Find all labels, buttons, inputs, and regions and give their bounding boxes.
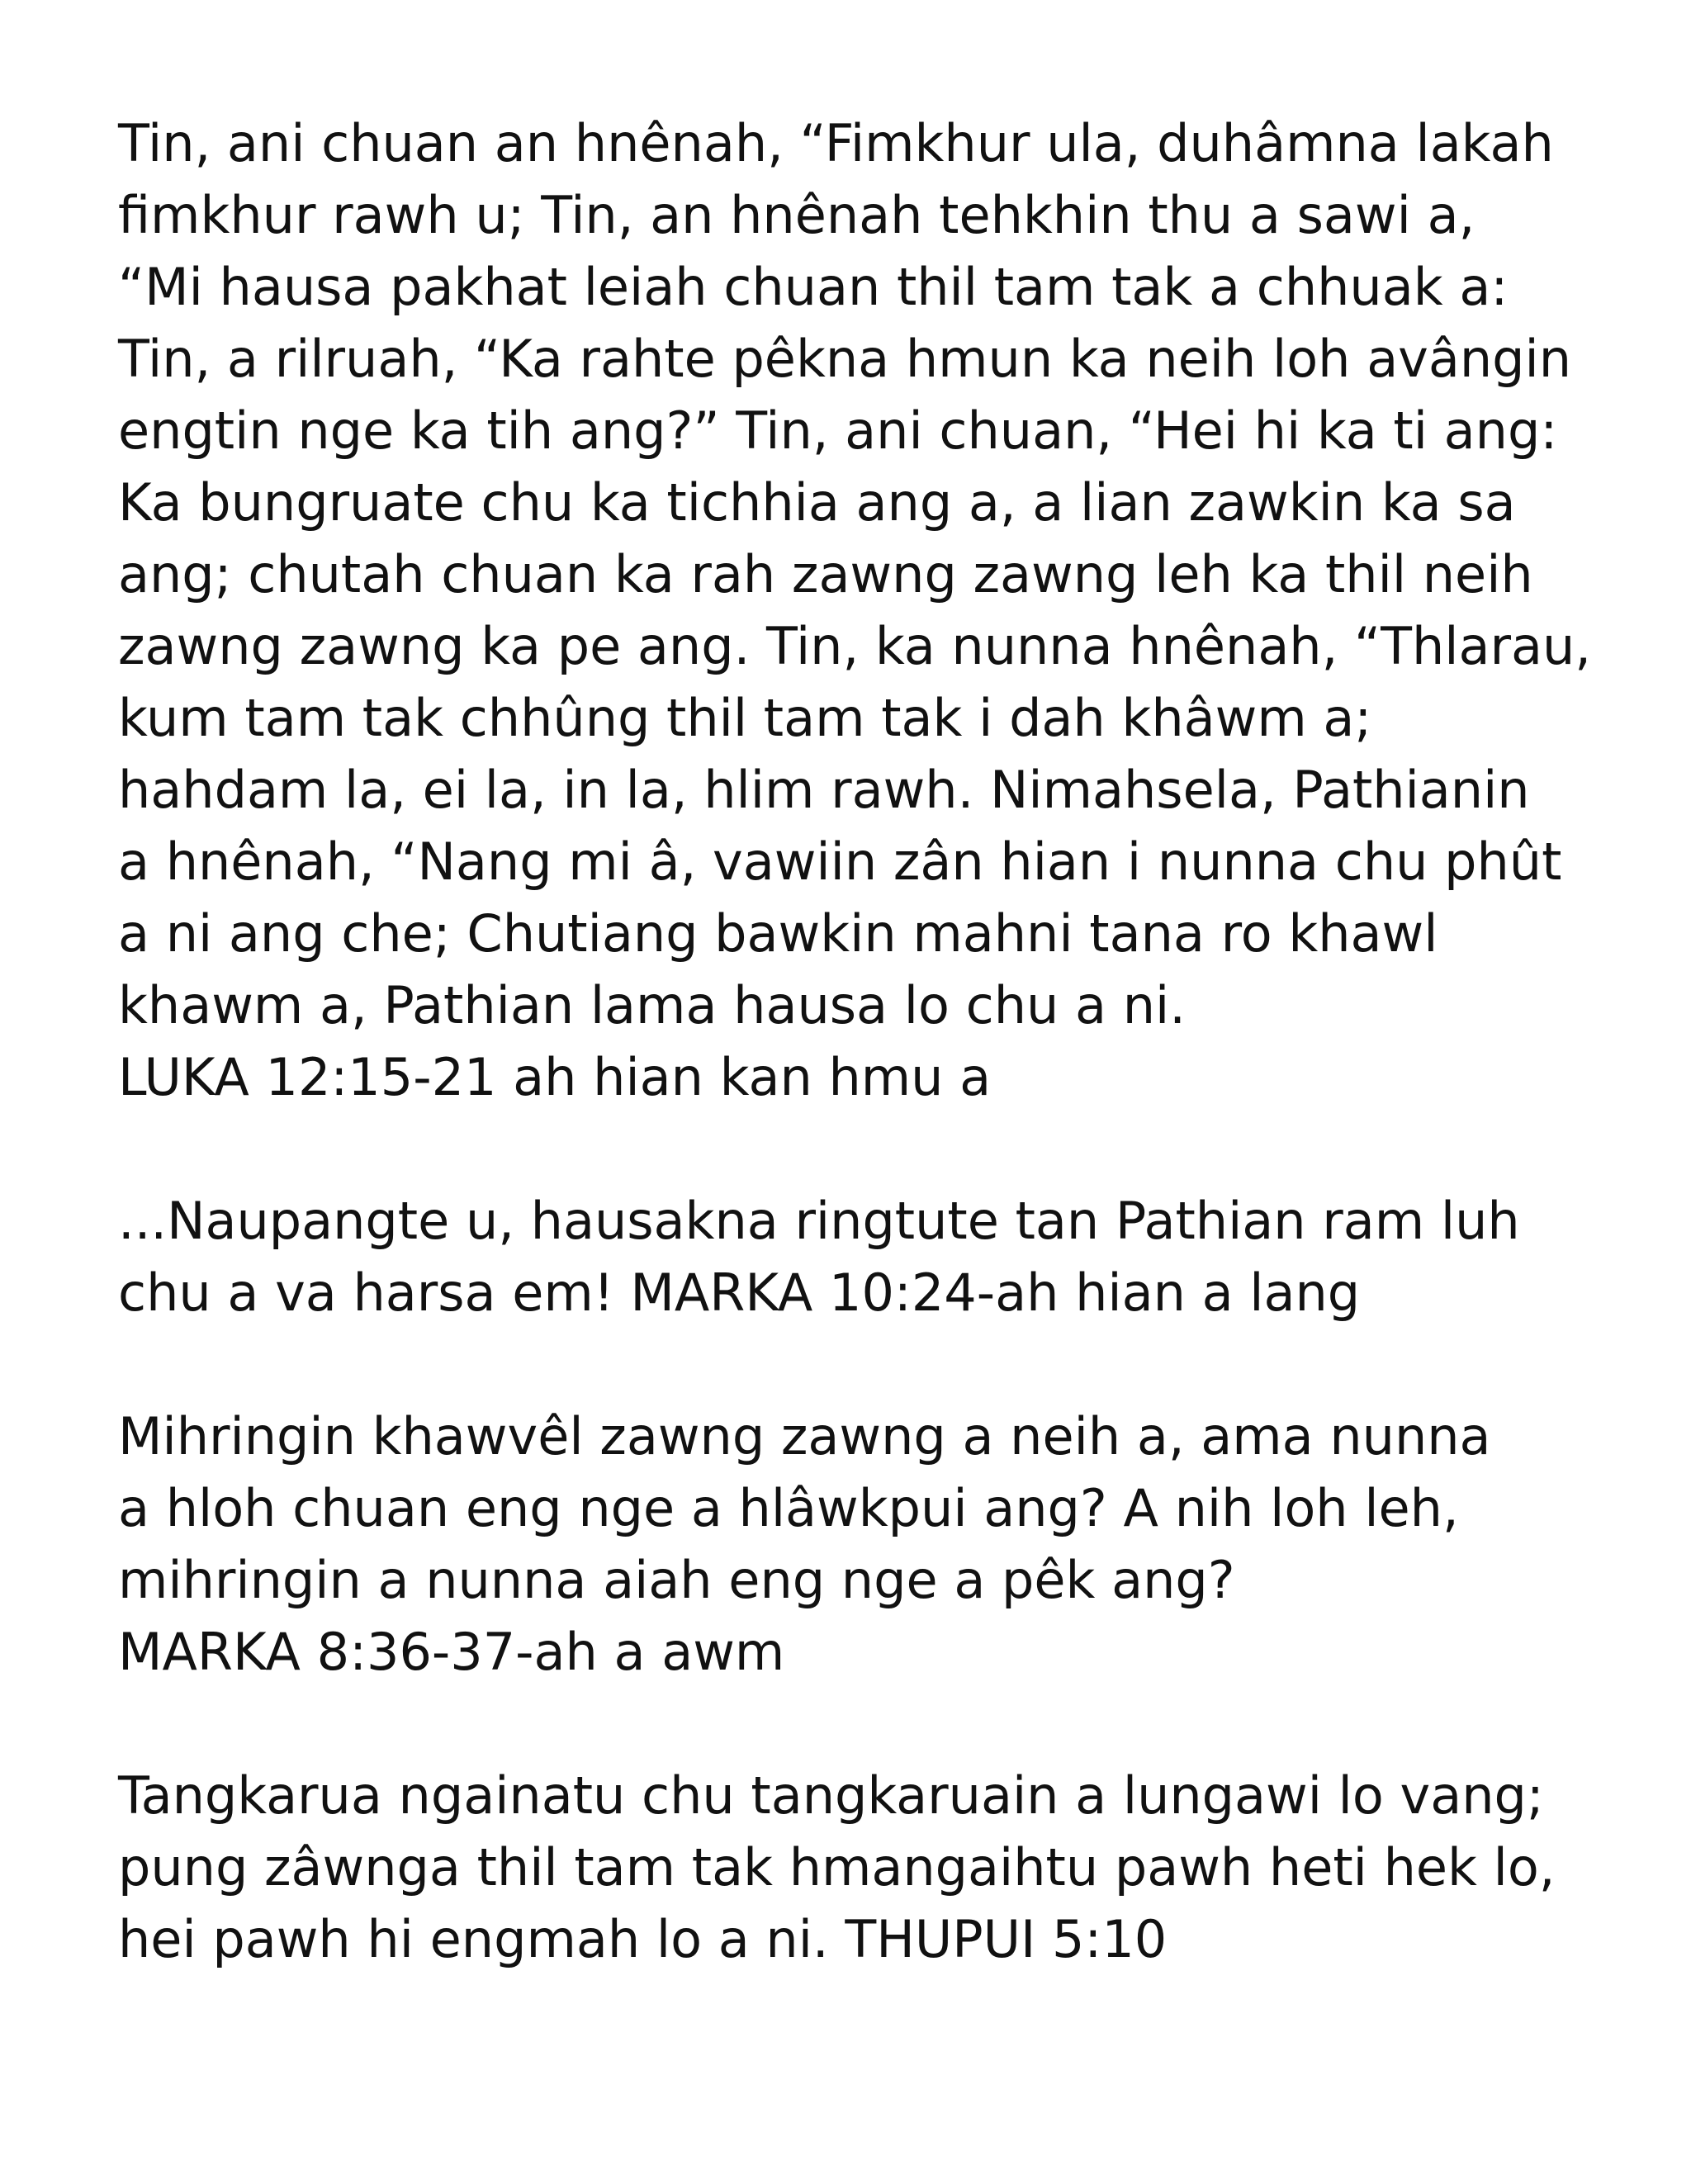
text-line: khawm a, Pathian lama hausa lo chu a ni. <box>118 975 1186 1035</box>
text-line: hei pawh hi engmah lo a ni. THUPUI 5:10 <box>118 1909 1168 1969</box>
text-line: Tin, ani chuan an hnênah, “Fimkhur ula, duhâmna lakah <box>118 113 1554 173</box>
text-line: kum tam tak chhûng thil tam tak i dah khâwm a; <box>118 688 1372 748</box>
text-line: MARKA 8:36-37-ah a awm <box>118 1622 785 1682</box>
text-line: fimkhur rawh u; Tin, an hnênah tehkhin thu a sawi a, <box>118 185 1475 245</box>
text-line: a hnênah, “Nang mi â, vawiin zân hian i nunna chu phût <box>118 831 1562 892</box>
text-line: engtin nge ka tih ang?” Tin, ani chuan, “Hei hi ka ti ang: <box>118 400 1558 461</box>
paragraph-gap <box>118 1688 1608 1760</box>
text-line: Mihringin khawvêl zawng zawng a neih a, ama nunna <box>118 1406 1491 1466</box>
text-line: ...Naupangte u, hausakna ringtute tan Pathian ram luh <box>118 1191 1520 1251</box>
text-line: Tin, a rilruah, “Ka rahte pêkna hmun ka neih loh avângin <box>118 329 1572 389</box>
text-line: LUKA 12:15-21 ah hian kan hmu a <box>118 1047 992 1107</box>
text-line: a hloh chuan eng nge a hlâwkpui ang? A nih loh leh, <box>118 1478 1459 1538</box>
passage-luka <box>118 107 1608 1113</box>
passage-marka-8 <box>118 1400 1608 1688</box>
passage-marka-10 <box>118 1185 1608 1329</box>
text-line: Tangkarua ngainatu chu tangkaruain a lungawi lo vang; <box>118 1765 1544 1826</box>
paragraph-gap <box>118 1113 1608 1185</box>
text-line: Ka bungruate chu ka tichhia ang a, a lian zawkin ka sa <box>118 472 1516 533</box>
text-line: chu a va harsa em! MARKA 10:24-ah hian a lang <box>118 1263 1361 1323</box>
passage-thupui <box>118 1760 1608 1975</box>
text-line: a ni ang che; Chutiang bawkin mahni tana ro khawl <box>118 903 1438 964</box>
text-line: hahdam la, ei la, in la, hlim rawh. Nimahsela, Pathianin <box>118 760 1530 820</box>
text-line: zawng zawng ka pe ang. Tin, ka nunna hnênah, “Thlarau, <box>118 616 1592 676</box>
text-line: mihringin a nunna aiah eng nge a pêk ang? <box>118 1550 1235 1610</box>
text-line: pung zâwnga thil tam tak hmangaihtu pawh heti hek lo, <box>118 1837 1556 1897</box>
paragraph-gap <box>118 1329 1608 1400</box>
text-line: ang; chutah chuan ka rah zawng zawng leh ka thil neih <box>118 544 1533 604</box>
text-line: “Mi hausa pakhat leiah chuan thil tam tak a chhuak a: <box>118 257 1509 317</box>
